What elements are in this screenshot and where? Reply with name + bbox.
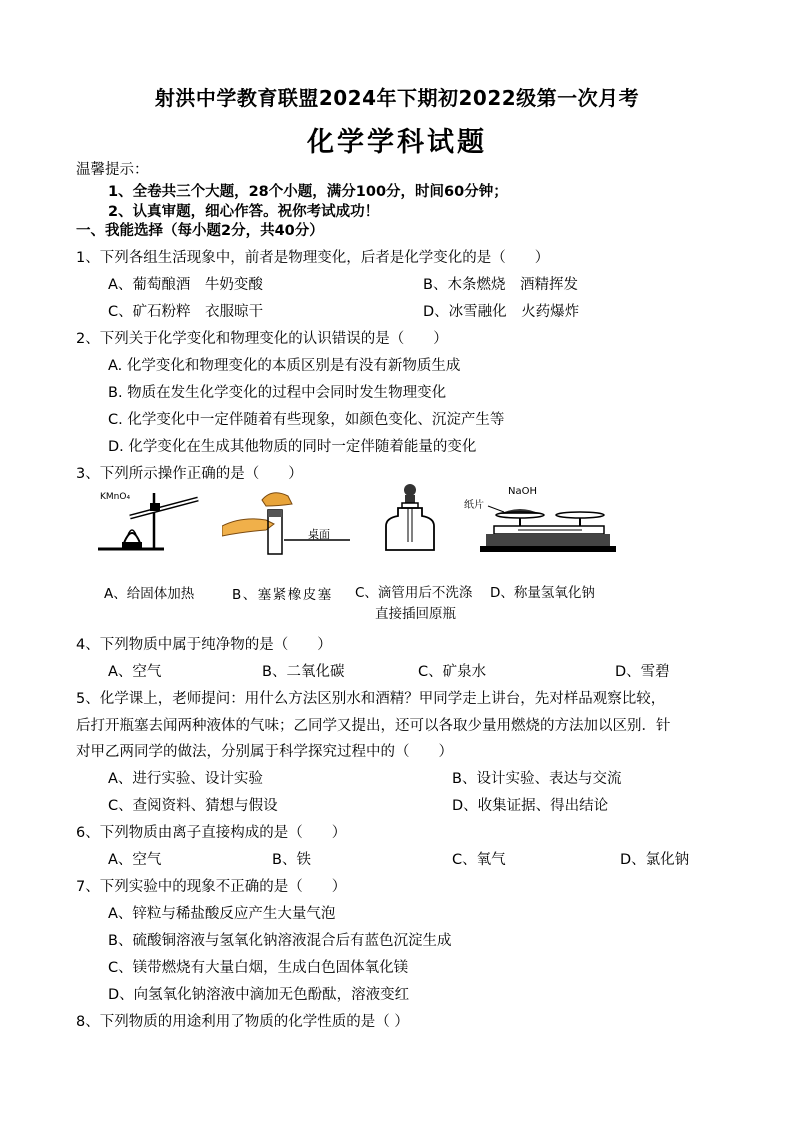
question-stem: 5、化学课上，老师提问：用什么方法区别水和酒精？甲同学走上讲台，先对样品观察比较， [76, 691, 666, 707]
section-heading: 一、我能选择（每小题2分，共40分） [76, 223, 324, 239]
option-d: D. 化学变化在生成其他物质的同时一定伴随着能量的变化 [108, 439, 477, 455]
option-d: D、向氢氧化钠溶液中滴加无色酚酞，溶液变红 [108, 987, 410, 1003]
question-stem: 3、下列所示操作正确的是（ ） [76, 466, 303, 482]
option-a: A、空气 [108, 852, 162, 868]
option-b: B、塞紧橡皮塞 [232, 587, 333, 603]
tip-item: 2、认真审题，细心作答。祝你考试成功！ [108, 204, 380, 220]
option-a: A、空气 [108, 664, 162, 680]
paper-label: 纸片 [464, 500, 484, 511]
option-c: C、矿泉水 [418, 664, 487, 680]
figure-balance [458, 482, 618, 556]
question-stem: 6、下列物质由离子直接构成的是（ ） [76, 825, 347, 841]
option-a: A、进行实验、设计实验 [108, 771, 263, 787]
option-a: A. 化学变化和物理变化的本质区别是有没有新物质生成 [108, 358, 461, 374]
figure-stopper [222, 484, 350, 556]
exam-title: 射洪中学教育联盟2024年下期初2022级第一次月考 [154, 86, 640, 110]
option-d: D、收集证据、得出结论 [452, 798, 609, 814]
subject-title: 化学学科试题 [307, 127, 487, 158]
question-stem-line3: 对甲乙两同学的做法，分别属于科学探究过程中的（ ） [76, 744, 453, 760]
option-c: C. 化学变化中一定伴随着有些现象，如颜色变化、沉淀产生等 [108, 412, 505, 428]
option-b: B、硫酸铜溶液与氢氧化钠溶液混合后有蓝色沉淀生成 [108, 933, 452, 949]
option-d: D、雪碧 [615, 664, 670, 680]
option-d: D、称量氢氧化钠 [490, 585, 595, 601]
option-d: D、氯化钠 [620, 852, 690, 868]
tip-item: 1、全卷共三个大题，28个小题，满分100分，时间60分钟； [108, 184, 508, 200]
question-stem: 4、下列物质中属于纯净物的是（ ） [76, 637, 332, 653]
option-d: D、冰雪融化 火药爆炸 [423, 304, 580, 320]
option-a: A、锌粒与稀盐酸反应产生大量气泡 [108, 906, 336, 922]
option-c: C、查阅资料、猜想与假设 [108, 798, 278, 814]
question-stem: 8、下列物质的用途利用了物质的化学性质的是（ ） [76, 1014, 409, 1030]
option-b: B、二氧化碳 [262, 664, 345, 680]
option-b: B、铁 [272, 852, 311, 868]
naoh-label: NaOH [508, 486, 537, 497]
question-stem: 2、下列关于化学变化和物理变化的认识错误的是（ ） [76, 331, 448, 347]
question-stem-line2: 后打开瓶塞去闻两种液体的气味；乙同学又提出，还可以各取少量用燃烧的方法加以区别．针 [76, 718, 671, 734]
question-stem: 7、下列实验中的现象不正确的是（ ） [76, 879, 347, 895]
option-a: A、给固体加热 [104, 586, 195, 602]
option-c: C、矿石粉粹 衣服晾干 [108, 304, 264, 320]
option-c: C、滴管用后不洗涤 [355, 585, 473, 601]
option-b: B、设计实验、表达与交流 [452, 771, 622, 787]
tips-label: 温馨提示： [76, 162, 149, 178]
option-c: C、镁带燃烧有大量白烟，生成白色固体氧化镁 [108, 960, 409, 976]
figure-dropper-bottle [382, 482, 442, 554]
option-b: B、木条燃烧 酒精挥发 [423, 277, 578, 293]
option-b: B. 物质在发生化学变化的过程中会同时发生物理变化 [108, 385, 447, 401]
kmno4-label: KMnO₄ [100, 492, 131, 502]
desk-label: 桌面 [308, 528, 330, 541]
figure-heating-solid [94, 485, 214, 555]
option-c: C、氧气 [452, 852, 506, 868]
question-stem: 1、下列各组生活现象中，前者是物理变化，后者是化学变化的是（ ） [76, 250, 550, 266]
option-c-line2: 直接插回原瓶 [375, 606, 456, 622]
option-a: A、葡萄酿酒 牛奶变酸 [108, 277, 263, 293]
